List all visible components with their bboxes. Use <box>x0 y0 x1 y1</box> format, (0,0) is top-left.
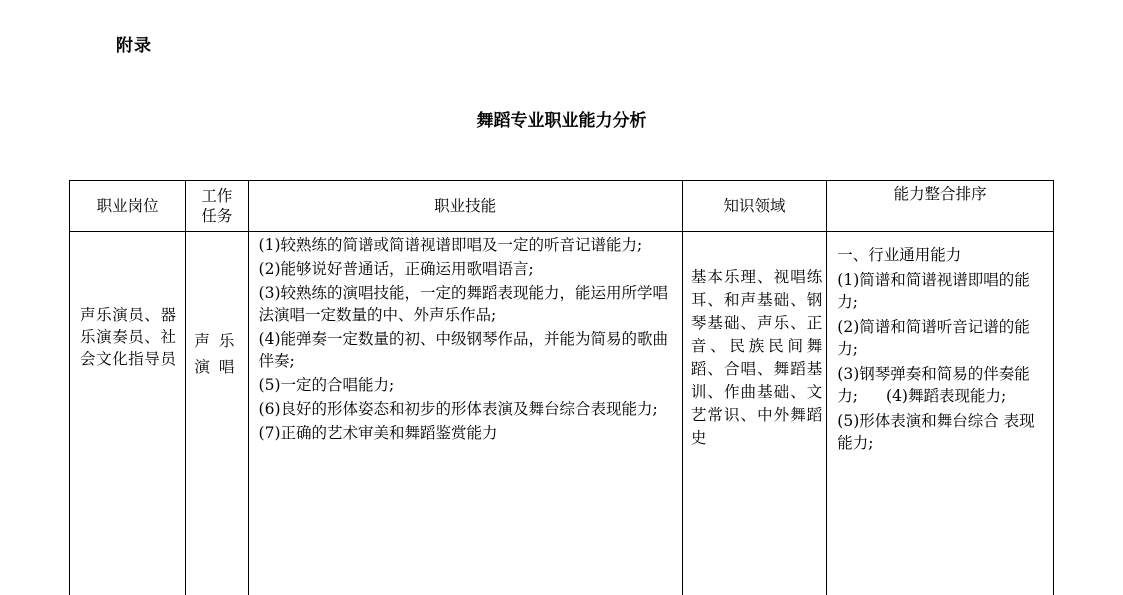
cell-ability-ranking <box>827 232 1054 595</box>
ability-item-2: (2)简谱和简谱听音记谱的能力; <box>837 316 1047 360</box>
header-knowledge: 知识领域 <box>682 181 826 232</box>
cell-skills <box>248 232 682 595</box>
ability-item-3: (3)钢琴弹奏和简易的伴奏能力; <box>837 365 1029 405</box>
header-task <box>186 181 248 232</box>
skill-item-7: (7)正确的艺术审美和舞蹈鉴赏能力 <box>259 422 676 444</box>
cell-position <box>70 232 186 595</box>
header-skills: 职业技能 <box>248 181 682 232</box>
ability-item-4: (4)舞蹈表现能力; <box>886 387 1006 405</box>
cell-knowledge <box>682 232 826 595</box>
header-ability-ranking: 能力整合排序 <box>827 181 1054 232</box>
header-task-text: 工作任务 <box>200 186 234 226</box>
skill-item-1: (1)较熟练的简谱或简谱视谱即唱及一定的听音记谱能力; <box>259 234 676 256</box>
skill-item-5: (5)一定的合唱能力; <box>259 374 676 396</box>
skill-item-3: (3)较熟练的演唱技能，一定的舞蹈表现能力，能运用所学唱法演唱一定数量的中、外声乐作品; <box>259 282 676 326</box>
ability-item-3-4 <box>837 363 1047 407</box>
task-text: 声乐演唱 <box>194 328 234 380</box>
appendix-label: 附录 <box>116 31 152 56</box>
skill-item-6: (6)良好的形体姿态和初步的形体表演及舞台综合表现能力; <box>259 398 676 420</box>
document-title: 舞蹈专业职业能力分析 <box>0 106 1123 131</box>
skill-item-4: (4)能弹奏一定数量的初、中级钢琴作品，并能为简易的歌曲伴奏; <box>259 328 676 372</box>
header-position: 职业岗位 <box>70 181 186 232</box>
skill-item-2: (2)能够说好普通话，正确运用歌唱语言; <box>259 258 676 280</box>
ability-heading: 一、行业通用能力 <box>837 244 1047 266</box>
position-text: 声乐演员、器乐演奏员、社会文化指导员 <box>80 304 176 370</box>
ability-item-1: (1)简谱和简谱视谱即唱的能力; <box>837 269 1047 313</box>
table-header-row <box>70 181 1054 232</box>
knowledge-text: 基本乐理、视唱练耳、和声基础、钢琴基础、声乐、正音、民族民间舞蹈、合唱、舞蹈基训、作曲基础、文艺常识、中外舞蹈史 <box>691 266 822 450</box>
cell-task <box>186 232 248 595</box>
ability-item-5-wrap <box>837 410 1047 454</box>
ability-analysis-table <box>69 180 1054 595</box>
ability-item-5: (5)形体表演和舞台综合 表现能力; <box>837 412 1034 452</box>
table-row <box>70 232 1054 595</box>
